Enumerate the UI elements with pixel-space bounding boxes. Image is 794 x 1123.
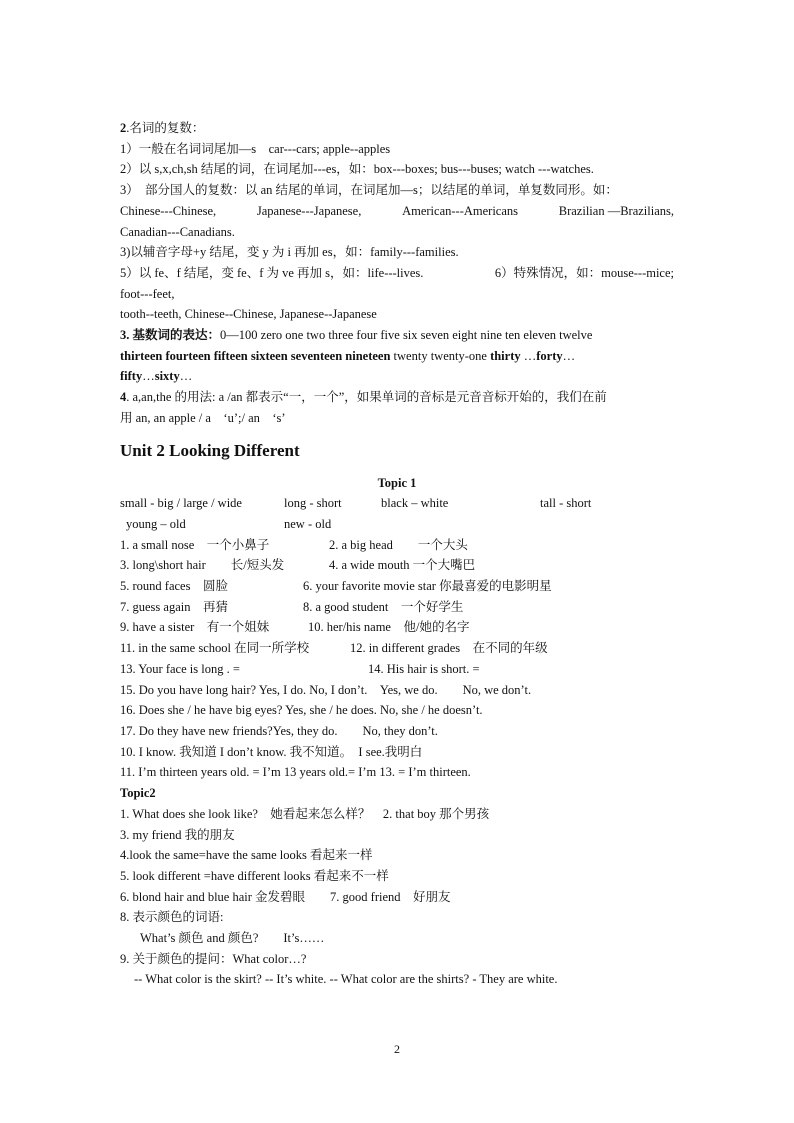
phrase-item: 4. a wide mouth 一个大嘴巴 xyxy=(329,558,476,573)
phrase-item: 9. have a sister 有一个姐妹 xyxy=(120,620,270,635)
phrase-item: 6. your favorite movie star 你最喜爱的电影明星 xyxy=(303,579,552,594)
phrase-row xyxy=(120,535,674,556)
articles-line-2: 用 an, an apple / a ‘u’;/ an ‘s’ xyxy=(120,410,286,425)
plural-rule-f-fe xyxy=(120,263,674,284)
articles-line-1 xyxy=(120,387,674,408)
phrase-item: 8. a good student 一个好学生 xyxy=(303,599,464,614)
adjective-pair: small - big / large / wide xyxy=(120,496,242,511)
phrase-row xyxy=(120,576,674,597)
phrase-item: 3. long\short hair 长/短头发 xyxy=(120,558,285,573)
phrase-row xyxy=(120,555,674,576)
phrase-row xyxy=(120,659,674,680)
articles-text: . a,an,the 的用法: a /an 都表示“一，一个”，如果单词的音标是元音音标开始的，我们在前 xyxy=(126,390,607,405)
page-content xyxy=(120,118,674,990)
phrase-item: 10. her/his name 他/她的名字 xyxy=(308,620,470,635)
phrase-row xyxy=(120,597,674,618)
topic-2-title: Topic2 xyxy=(120,786,156,801)
topic2-line-9-example: -- What color is the skirt? -- It’s white. -- What color are the shirts? - They are white. xyxy=(134,972,558,987)
phrase-item: 14. His hair is short. = xyxy=(368,661,480,676)
adjective-pair: tall - short xyxy=(540,496,592,511)
numbers-twenty: twenty twenty-one xyxy=(390,348,491,363)
plural-rule-1: 1）一般在名词词尾加—s car---cars; apple--apples xyxy=(120,141,391,156)
ellipsis: … xyxy=(562,348,576,363)
numbers-zero-to-twelve: 0—100 zero one two three four five six seven eight nine ten eleven twelve xyxy=(220,328,593,343)
section-heading-text: .名词的复数： xyxy=(126,121,205,135)
expression-line-11: 11. I’m thirteen years old. = I’m 13 years old.= I’m 13. = I’m thirteen. xyxy=(120,765,471,780)
adjective-pairs-row-2 xyxy=(120,514,674,535)
section-number: 4 xyxy=(120,390,127,405)
phrase-item: 12. in different grades 在不同的年级 xyxy=(350,641,548,656)
phrase-item: 11. in the same school 在同一所学校 xyxy=(120,641,310,656)
topic2-line-8: 8. 表示颜色的词语: xyxy=(120,910,224,925)
dialogue-line-16: 16. Does she / he have big eyes? Yes, she / he does. No, she / he doesn’t. xyxy=(120,703,483,718)
phrase-item: 2. a big head 一个大头 xyxy=(329,537,468,552)
section-number: 3 xyxy=(120,328,127,343)
section-heading-text: . 基数词的表达： xyxy=(126,328,221,343)
topic2-line-3: 3. my friend 我的朋友 xyxy=(120,827,235,842)
adjective-pair: young – old xyxy=(126,516,186,531)
example-tooth: tooth--teeth, Chinese--Chinese, Japanese--Japanese xyxy=(120,307,377,322)
cardinal-numbers-line-1 xyxy=(120,325,674,346)
phrase-row xyxy=(120,638,674,659)
phrase-item: 7. guess again 再猜 xyxy=(120,599,228,614)
topic2-line-1: 1. What does she look like? 她看起来怎么样？ 2. that boy 那个男孩 xyxy=(120,806,490,821)
topic-1-title: Topic 1 xyxy=(377,475,417,490)
example-brazilian: Brazilian —Brazilians, xyxy=(558,203,674,218)
adjective-pairs-row-1 xyxy=(120,493,674,514)
cardinal-numbers-line-3 xyxy=(120,366,674,387)
plural-rule-2: 2）以 s,x,ch,sh 结尾的词，在词尾加---es，如：box---boxes; bus---buses; watch ---watches. xyxy=(120,162,594,177)
phrase-item: 13. Your face is long . = xyxy=(120,661,240,676)
cardinal-numbers-line-2 xyxy=(120,346,674,367)
phrase-row xyxy=(120,617,674,638)
number-forty: forty xyxy=(536,348,563,363)
ellipsis: … xyxy=(142,369,155,384)
topic2-line-5: 5. look different =have different looks 看起来不一样 xyxy=(120,868,389,883)
topic2-line-9: 9. 关于颜色的提问：What color…? xyxy=(120,951,307,966)
numbers-teens: thirteen fourteen fifteen sixteen seventeen nineteen xyxy=(120,348,391,363)
adjective-pair: black – white xyxy=(381,496,449,511)
topic2-line-8-example: What’s 颜色 and 颜色? It’s…… xyxy=(140,931,325,946)
adjective-pair: long - short xyxy=(284,496,342,511)
plural-rule-6: 6）特殊情况，如：mouse---mice; xyxy=(494,265,674,280)
nationality-examples xyxy=(120,201,674,222)
topic2-line-4: 4.look the same=have the same looks 看起来一样 xyxy=(120,848,373,863)
ellipsis: … xyxy=(179,369,193,384)
section-number: 2 xyxy=(120,121,127,135)
unit-title: Unit 2 Looking Different xyxy=(120,440,300,460)
plural-rule-3: 3） 部分国人的复数：以 an 结尾的单词，在词尾加—s；以结尾的单词，单复数同形。如： xyxy=(120,183,618,198)
expression-line-10: 10. I know. 我知道 I don’t know. 我不知道。 I see.我明白 xyxy=(120,744,423,759)
phrase-item: 1. a small nose 一个小鼻子 xyxy=(120,537,270,552)
number-thirty: thirty xyxy=(490,348,521,363)
phrase-item: 5. round faces 圆脸 xyxy=(120,579,228,594)
dialogue-line-17: 17. Do they have new friends?Yes, they do. No, they don’t. xyxy=(120,723,438,738)
example-canadian: Canadian---Canadians. xyxy=(120,224,235,239)
plural-rule-y: 3)以辅音字母+y 结尾，变 y 为 i 再加 es，如：family---families. xyxy=(120,245,459,260)
section-heading-plurals xyxy=(120,118,674,139)
plural-rule-5: 5）以 fe、f 结尾，变 fe、f 为 ve 再加 s，如：life---lives. xyxy=(120,265,424,280)
example-american: American---Americans xyxy=(402,203,519,218)
number-fifty: fifty xyxy=(120,369,143,384)
example-foot: foot---feet, xyxy=(120,286,175,301)
number-sixty: sixty xyxy=(154,369,180,384)
adjective-pair: new - old xyxy=(284,516,332,531)
ellipsis: … xyxy=(520,348,537,363)
example-chinese: Chinese---Chinese, xyxy=(120,203,217,218)
dialogue-line-15: 15. Do you have long hair? Yes, I do. No, I don’t. Yes, we do. No, we don’t. xyxy=(120,682,532,697)
example-japanese: Japanese---Japanese, xyxy=(256,203,362,218)
topic2-line-6: 6. blond hair and blue hair 金发碧眼 7. good friend 好朋友 xyxy=(120,889,451,904)
page-number: 2 xyxy=(394,1042,400,1056)
